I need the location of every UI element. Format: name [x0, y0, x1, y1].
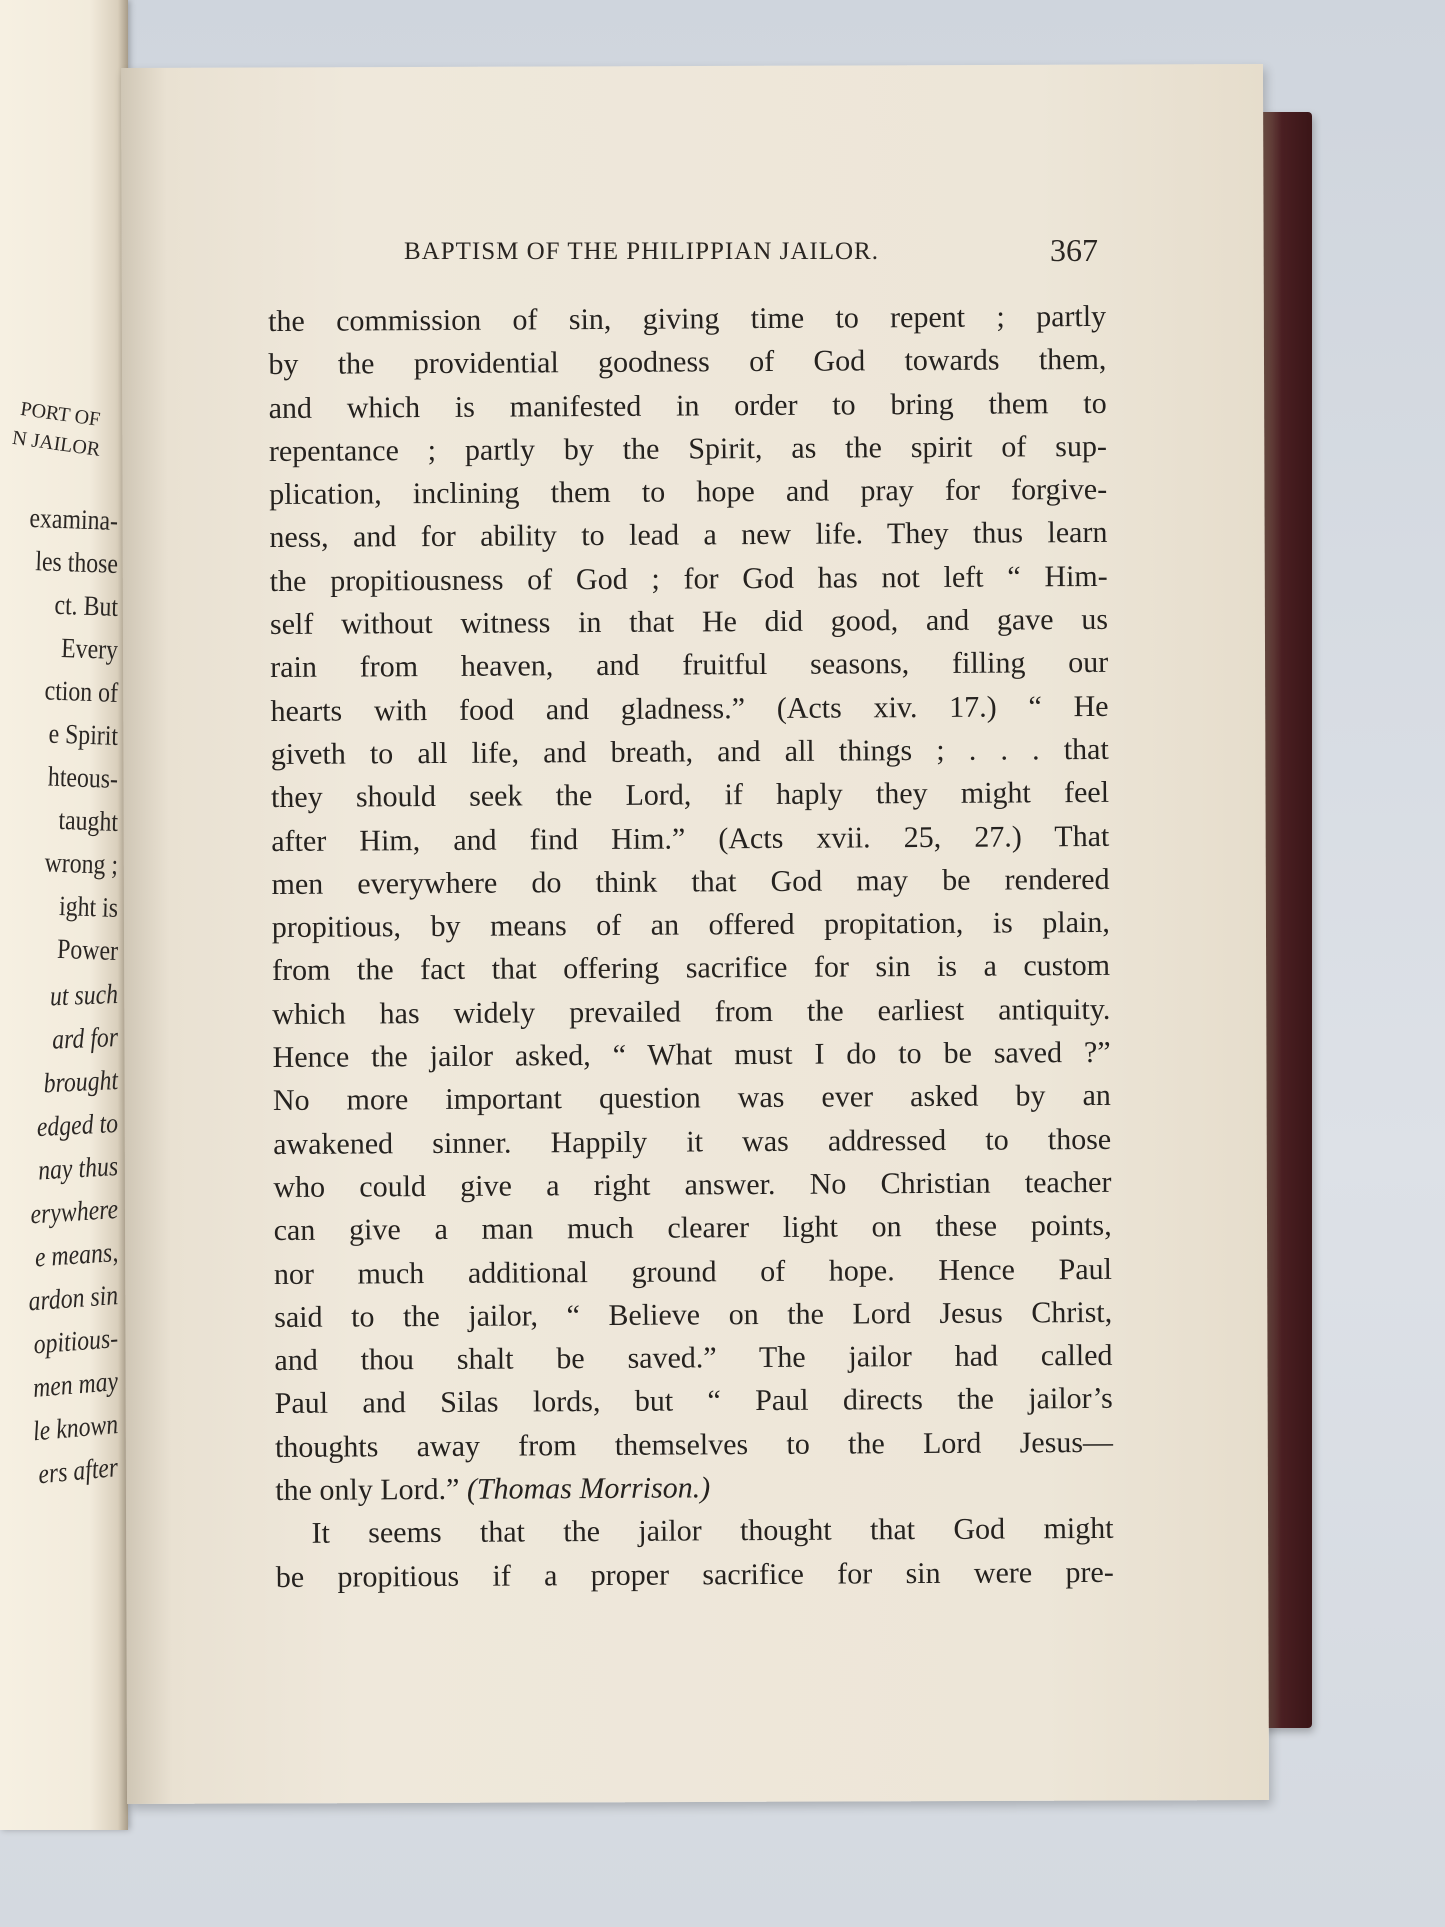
- text-line: and which is manifested in order to bring them to: [268, 386, 1107, 425]
- text-line: repentance ; partly by the Spirit, as the spirit of sup-: [268, 429, 1108, 468]
- text-line: by the providential goodness of God towards them,: [268, 343, 1107, 382]
- left-running-head-line: N JAILOR: [10, 426, 102, 461]
- text-line: rain from heaven, and fruitful seasons, filling our: [270, 646, 1109, 685]
- page-number: 367: [1050, 232, 1098, 268]
- book-cover-edge: [1262, 112, 1312, 1728]
- left-text-fragment: hteous-: [47, 761, 119, 795]
- left-text-fragment: wrong ;: [44, 847, 119, 881]
- left-text-fragment: les those: [34, 546, 119, 580]
- left-text-fragment: Every: [60, 633, 119, 666]
- text-line: which has widely prevailed from the earliest antiquity.: [272, 992, 1111, 1031]
- text-line: from the fact that offering sacrifice for sin is a custom: [271, 949, 1111, 988]
- left-text-fragment: erywhere: [29, 1194, 119, 1231]
- text-line: who could give a right answer. No Christian teacher: [273, 1165, 1112, 1204]
- left-text-fragment: taught: [57, 804, 119, 838]
- text-line: they should seek the Lord, if haply they might feel: [270, 776, 1110, 815]
- left-text-fragment: le known: [31, 1409, 120, 1448]
- text-line: can give a man much clearer light on these points,: [273, 1209, 1112, 1248]
- text-line: Hence the jailor asked, “ What must I do to be saved ?”: [272, 1035, 1111, 1075]
- left-text-fragment: ct. But: [54, 589, 119, 623]
- left-page: [0, 0, 128, 1830]
- text-line: and thou shalt be saved.” The jailor had called: [274, 1338, 1113, 1378]
- text-line: after Him, and find Him.” (Acts xvii. 25, 27.) That: [271, 819, 1110, 858]
- text-line: self without witness in that He did good, and gave us: [269, 602, 1109, 642]
- text-line: No more important question was ever asked by an: [272, 1079, 1111, 1118]
- left-running-head: [0, 397, 102, 465]
- text-line: be propitious if a proper sacrifice for sin were pre-: [275, 1555, 1114, 1594]
- text-line: said to the jailor, “ Believe on the Lord Jesus Christ,: [274, 1295, 1113, 1334]
- left-text-fragment: ard for: [51, 1022, 119, 1056]
- text-line: men everywhere do think that God may be rendered: [271, 862, 1110, 901]
- left-text-fragment: e Spirit: [48, 718, 119, 752]
- text-line: the propitiousness of God ; for God has not left “ Him-: [269, 559, 1108, 598]
- left-text-fragment: ardon sin: [27, 1280, 120, 1318]
- left-text-fragment: men may: [31, 1366, 120, 1404]
- text-line: It seems that the jailor thought that God might: [311, 1512, 1114, 1551]
- left-text-fragment: opitious-: [32, 1323, 120, 1361]
- left-text-fragment: ut such: [49, 979, 119, 1013]
- text-line: thoughts away from themselves to the Lord Jesus—: [274, 1425, 1114, 1464]
- text-line: Paul and Silas lords, but “ Paul directs the jailor’s: [274, 1382, 1113, 1421]
- left-text-fragment: nay thus: [37, 1151, 119, 1187]
- text-line: the only Lord.” (Thomas Morrison.): [275, 1471, 711, 1507]
- body-text: [268, 295, 1114, 1599]
- left-text-fragment: ight is: [58, 890, 119, 924]
- left-text-fragment: ction of: [44, 675, 119, 709]
- left-page-text: [0, 500, 118, 1489]
- text-line: propitious, by means of an offered propitation, is plain,: [271, 906, 1110, 945]
- left-text-fragment: edged to: [36, 1108, 119, 1144]
- left-text-fragment: e means,: [33, 1237, 120, 1274]
- text-line: plication, inclining them to hope and pray for forgive-: [269, 473, 1108, 512]
- text-line: nor much additional ground of hope. Hence Paul: [273, 1252, 1113, 1291]
- left-running-head-line: PORT OF: [19, 397, 102, 431]
- running-head: BAPTISM OF THE PHILIPPIAN JAILOR.: [404, 238, 879, 265]
- left-text-fragment: brought: [42, 1065, 119, 1100]
- text-line: the commission of sin, giving time to repent ; partly: [268, 299, 1107, 338]
- text-line: ness, and for ability to lead a new life. They thus learn: [269, 516, 1108, 555]
- text-line: giveth to all life, and breath, and all things ; . . . that: [270, 732, 1109, 771]
- text-line: awakened sinner. Happily it was addressed to those: [273, 1122, 1112, 1161]
- text-line: hearts with food and gladness.” (Acts xiv. 17.) “ He: [270, 689, 1109, 728]
- left-text-fragment: examina-: [28, 502, 119, 537]
- left-text-fragment: Power: [56, 933, 119, 967]
- left-text-fragment: ers after: [36, 1452, 120, 1491]
